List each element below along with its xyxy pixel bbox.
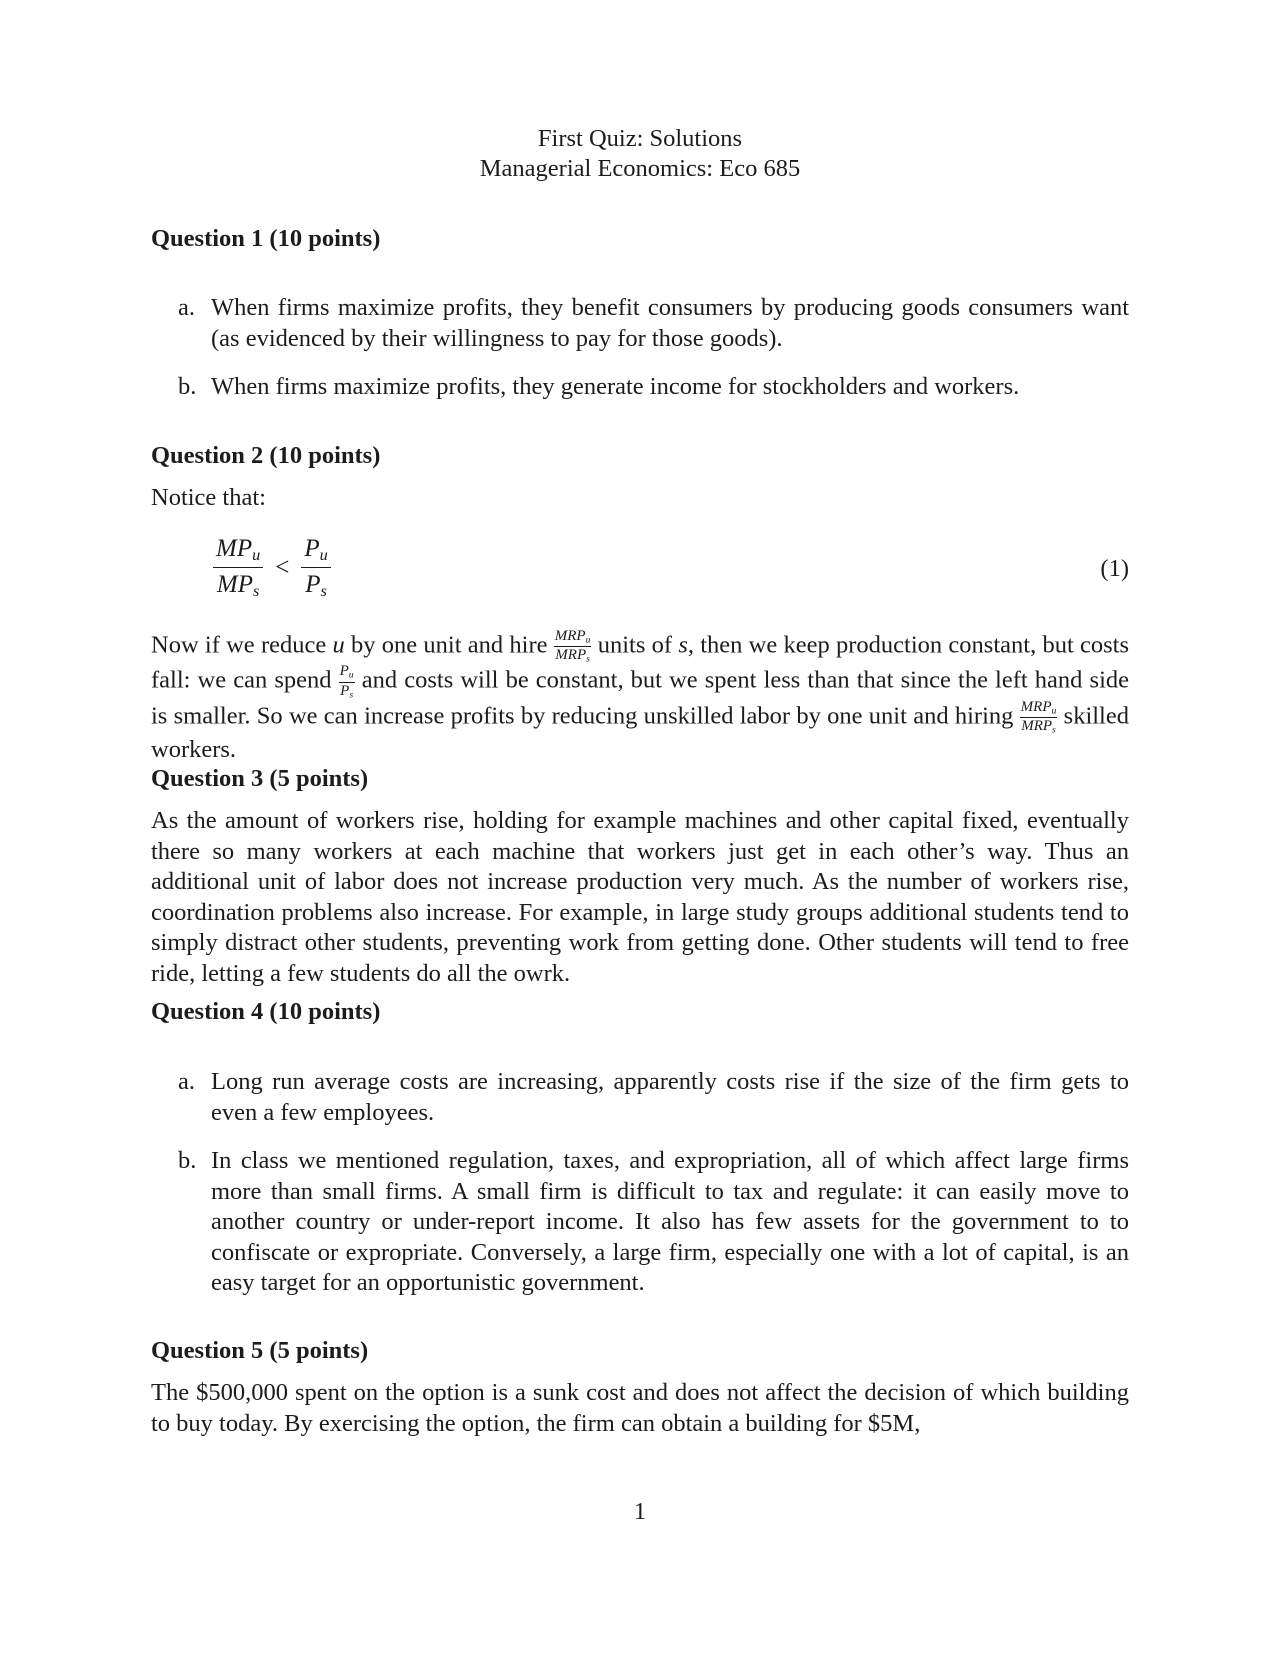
fraction-mrp: $\frac{MRP_u}{MRP_s}$ [554,628,591,665]
equation-rhs-fraction: $\frac{P_u}{P_s}$ [301,536,330,600]
fraction-price: $\frac{P_u}{P_s}$ [339,663,354,700]
question-3-heading: Question 3 (5 points) [151,765,369,792]
document-title: First Quiz: Solutions [537,125,743,152]
equation-1 [213,536,331,600]
question-4-item-a [178,1067,1129,1128]
question-5-paragraph: The $500,000 spent on the option is a sunk cost and does not affect the decision of which building to buy today. By exercising the option, the firm can obtain a building for $5M, [151,1379,1129,1437]
list-item-text: Long run average costs are increasing, apparently costs rise if the size of the firm gets to even a few employees. [211,1068,1129,1126]
list-marker: b. [178,1147,197,1174]
fraction-mrp-repeat: $\frac{MRP_u}{MRP_s}$ [1020,698,1057,736]
less-than-symbol: < [275,553,290,581]
list-marker: a. [178,1068,195,1095]
question-2-intro: Notice that: [151,484,266,511]
list-item-text: When firms maximize profits, they generate income for stockholders and workers. [211,373,1020,400]
list-marker: b. [178,373,197,400]
question-1-item-b [178,372,1129,403]
equation-number: (1) [1100,555,1129,582]
question-1-item-a [178,293,1129,354]
question-2-paragraph: Now if we reduce u by one unit and hire $\frac{MRP_u}{MRP_s}$ units of s, then we keep production constant, but costs fall: we can spend $\frac{P_u}{P_s}$ and costs will be constant, but we spent less than that since the left hand side is smaller. So we can increase profits by reducing unskilled labor by one unit and hiring $\frac{MRP_u}{MRP_s}$ skilled workers. [151,628,1130,764]
question-4-item-b [178,1146,1129,1299]
question-2-heading: Question 2 (10 points) [151,442,381,469]
question-3-paragraph: As the amount of workers rise, holding for example machines and other capital fixed, eventually there so many workers at each machine that workers just get in each other’s way. Thus an additional unit of labor does not increase production very much. As the number of workers rise, coordination problems also increase. For example, in large study groups additional students tend to simply distract other students, preventing work from getting done. Other students will tend to free ride, letting a few students do all the owrk. [151,807,1129,987]
question-1-heading: Question 1 (10 points) [151,225,381,252]
list-marker: a. [178,294,195,321]
question-5-heading: Question 5 (5 points) [151,1337,369,1364]
equation-lhs-fraction: $\frac{MP_u}{MP_s}$ [213,536,263,600]
list-item-text: When firms maximize profits, they benefit consumers by producing goods consumers want (as evidenced by their willingness to pay for those goods). [211,294,1129,352]
page-number: 1 [633,1498,647,1525]
document-subtitle: Managerial Economics: Eco 685 [479,155,801,182]
list-item-text: In class we mentioned regulation, taxes, and expropriation, all of which affect large firms more than small firms. A small firm is difficult to tax and regulate: it can easily move to another country or under-report income. It also has few assets for the government to to confiscate or expropriate. Conversely, a large firm, especially one with a lot of capital, is an easy target for an opportunistic government. [211,1147,1129,1296]
question-4-heading: Question 4 (10 points) [151,998,381,1025]
